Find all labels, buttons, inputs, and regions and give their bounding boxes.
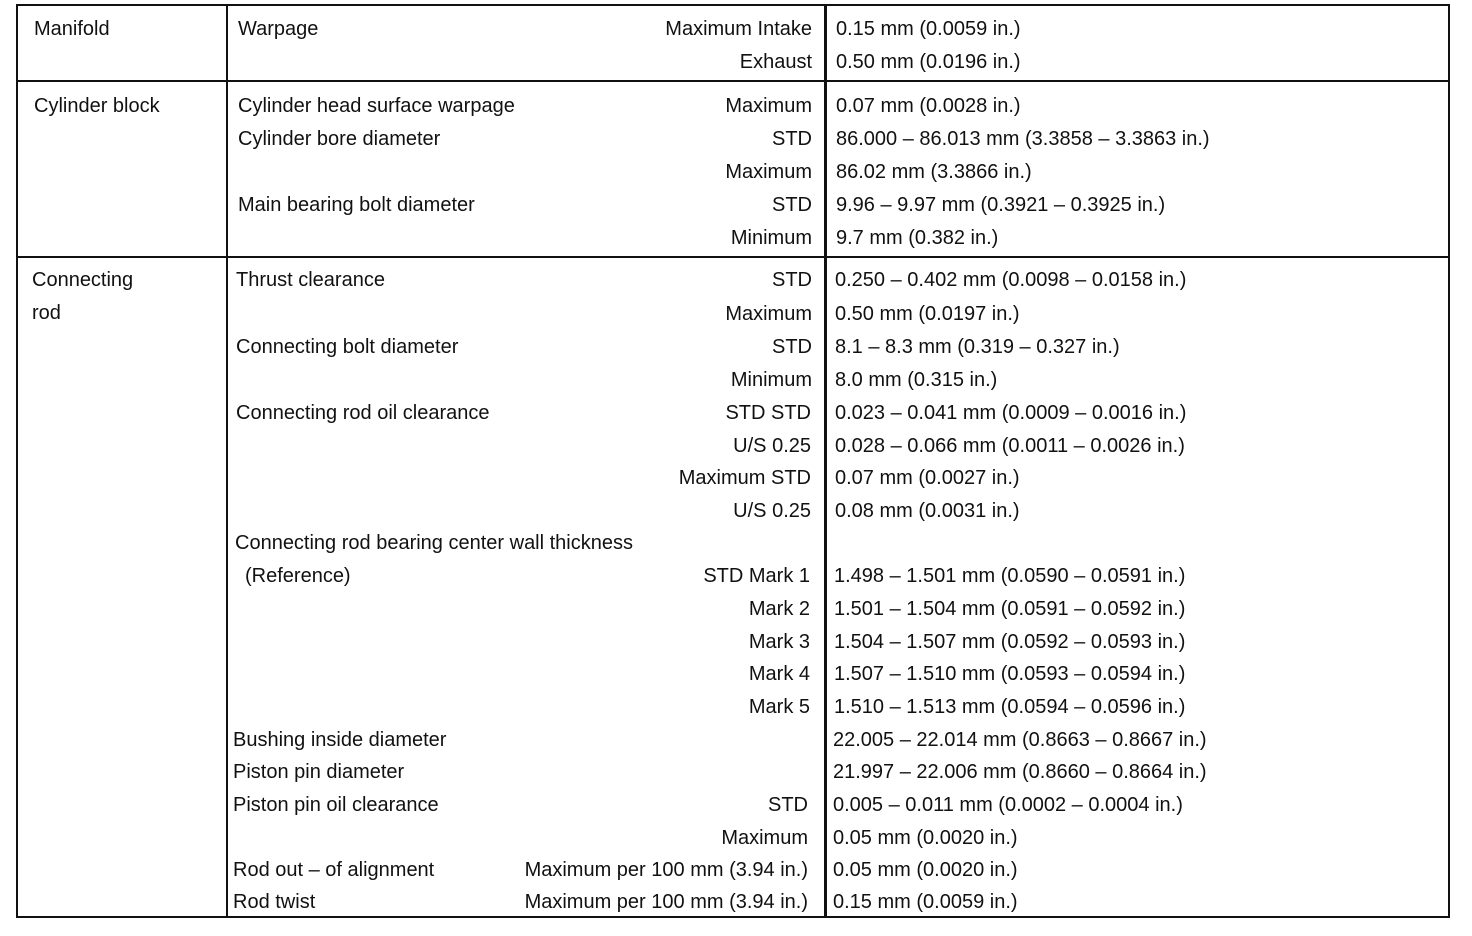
- section-label: Cylinder block: [34, 95, 160, 117]
- condition-label: STD: [768, 794, 808, 816]
- spec-value: 1.498 – 1.501 mm (0.0590 – 0.0591 in.): [834, 565, 1186, 587]
- item-label: Piston pin oil clearance: [233, 794, 439, 816]
- item-label: Piston pin diameter: [233, 761, 405, 783]
- condition-label: Maximum: [721, 827, 808, 849]
- condition-label: U/S 0.25: [733, 435, 811, 457]
- item-label: Cylinder head surface warpage: [238, 95, 515, 117]
- spec-value: 0.05 mm (0.0020 in.): [833, 827, 1018, 849]
- spec-value: 9.7 mm (0.382 in.): [836, 227, 999, 249]
- item-label: Rod out – of alignment: [233, 859, 435, 881]
- item-label: Cylinder bore diameter: [238, 128, 441, 150]
- spec-value: 1.501 – 1.504 mm (0.0591 – 0.0592 in.): [834, 598, 1186, 620]
- condition-label: Maximum: [725, 95, 812, 117]
- spec-value: 9.96 – 9.97 mm (0.3921 – 0.3925 in.): [836, 194, 1166, 216]
- condition-label: Maximum: [725, 161, 812, 183]
- section-divider: [18, 80, 1448, 82]
- spec-value: 0.05 mm (0.0020 in.): [833, 859, 1018, 881]
- spec-value: 0.50 mm (0.0197 in.): [835, 303, 1020, 325]
- spec-value: 0.08 mm (0.0031 in.): [835, 500, 1020, 522]
- item-label: Main bearing bolt diameter: [238, 194, 475, 216]
- spec-value: 86.02 mm (3.3866 in.): [836, 161, 1032, 183]
- condition-label: Maximum per 100 mm (3.94 in.): [524, 859, 808, 881]
- column-divider: [824, 6, 827, 916]
- condition-label: Exhaust: [739, 51, 812, 73]
- item-label: (Reference): [245, 565, 351, 587]
- section-label: Connecting: [32, 269, 134, 291]
- condition-label: Minimum: [730, 369, 812, 391]
- spec-value: 8.0 mm (0.315 in.): [835, 369, 998, 391]
- spec-value: 1.504 – 1.507 mm (0.0592 – 0.0593 in.): [834, 631, 1186, 653]
- spec-value: 1.510 – 1.513 mm (0.0594 – 0.0596 in.): [834, 696, 1186, 718]
- item-label: Rod twist: [233, 891, 316, 913]
- spec-value: 1.507 – 1.510 mm (0.0593 – 0.0594 in.): [834, 663, 1186, 685]
- item-label: Thrust clearance: [236, 269, 385, 291]
- item-label: Connecting bolt diameter: [236, 336, 459, 358]
- spec-value: 0.023 – 0.041 mm (0.0009 – 0.0016 in.): [835, 402, 1187, 424]
- spec-value: 8.1 – 8.3 mm (0.319 – 0.327 in.): [835, 336, 1120, 358]
- item-label: Connecting rod oil clearance: [236, 402, 490, 424]
- condition-label: Mark 4: [748, 663, 810, 685]
- condition-label: STD: [772, 194, 812, 216]
- spec-value: 0.028 – 0.066 mm (0.0011 – 0.0026 in.): [835, 435, 1185, 457]
- spec-value: 86.000 – 86.013 mm (3.3858 – 3.3863 in.): [836, 128, 1210, 150]
- spec-value: 0.15 mm (0.0059 in.): [836, 18, 1021, 40]
- condition-label: Maximum: [725, 303, 812, 325]
- section-label: rod: [32, 302, 61, 324]
- spec-value: 21.997 – 22.006 mm (0.8660 – 0.8664 in.): [833, 761, 1207, 783]
- item-label: Bushing inside diameter: [233, 729, 447, 751]
- condition-label: U/S 0.25: [733, 500, 811, 522]
- condition-label: Mark 5: [748, 696, 810, 718]
- column-divider: [226, 6, 228, 916]
- section-label: Manifold: [34, 18, 110, 40]
- item-label: Warpage: [238, 18, 319, 40]
- spec-table: [16, 4, 1450, 918]
- condition-label: Minimum: [730, 227, 812, 249]
- spec-value: 0.15 mm (0.0059 in.): [833, 891, 1018, 913]
- condition-label: Maximum STD: [678, 467, 811, 489]
- item-label: Connecting rod bearing center wall thickness: [235, 532, 633, 554]
- spec-value: 0.07 mm (0.0028 in.): [836, 95, 1021, 117]
- condition-label: STD: [772, 269, 812, 291]
- condition-label: Maximum per 100 mm (3.94 in.): [524, 891, 808, 913]
- spec-value: 0.250 – 0.402 mm (0.0098 – 0.0158 in.): [835, 269, 1187, 291]
- condition-label: STD: [772, 336, 812, 358]
- spec-value: 0.07 mm (0.0027 in.): [835, 467, 1020, 489]
- condition-label: STD Mark 1: [703, 565, 810, 587]
- condition-label: STD STD: [725, 402, 811, 424]
- condition-label: Mark 2: [748, 598, 810, 620]
- condition-label: Maximum Intake: [665, 18, 812, 40]
- spec-value: 0.50 mm (0.0196 in.): [836, 51, 1021, 73]
- section-divider: [18, 256, 1448, 258]
- condition-label: STD: [772, 128, 812, 150]
- spec-value: 0.005 – 0.011 mm (0.0002 – 0.0004 in.): [833, 794, 1183, 816]
- condition-label: Mark 3: [748, 631, 810, 653]
- spec-value: 22.005 – 22.014 mm (0.8663 – 0.8667 in.): [833, 729, 1207, 751]
